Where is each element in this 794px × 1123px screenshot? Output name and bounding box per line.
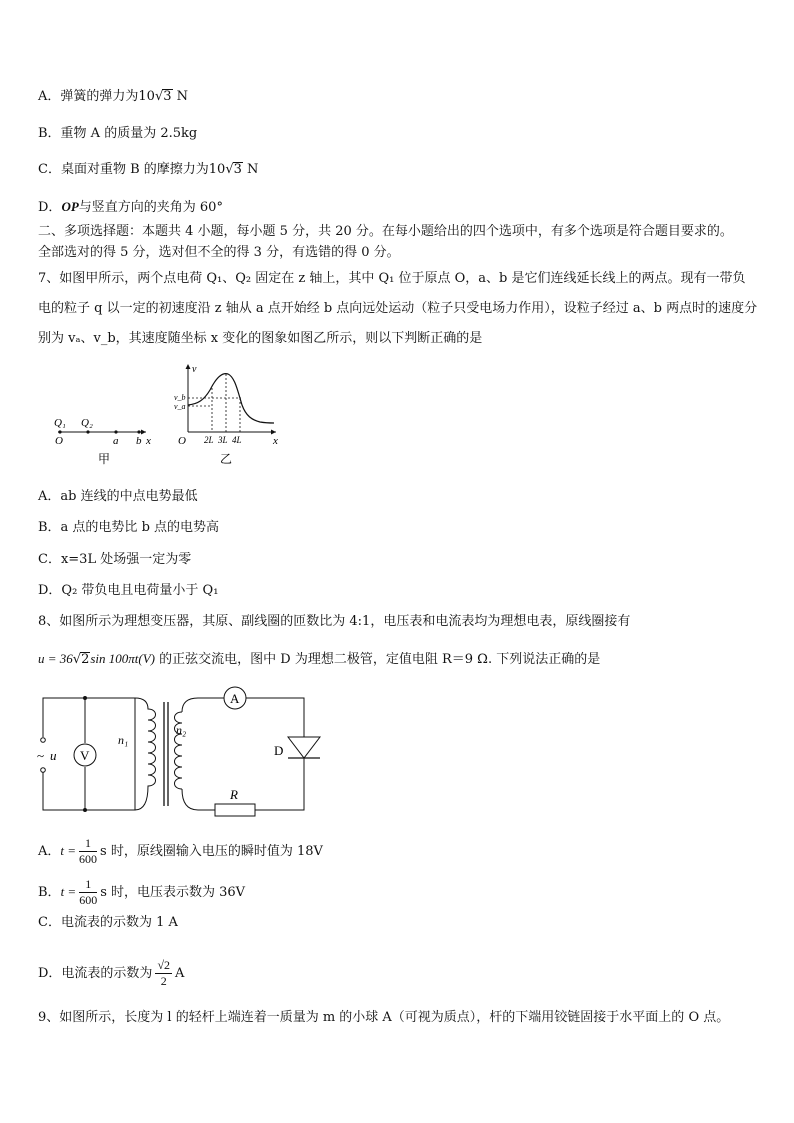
q8-option-d-denominator: 2 — [160, 974, 167, 988]
q6-option-d-text: D． — [38, 200, 62, 215]
q8-option-a-t: t = — [60, 843, 77, 858]
q8-option-b-text: s 时，电压表示数为 36V — [100, 885, 246, 900]
q8-option-a — [38, 836, 323, 867]
q7-figure-yi — [174, 364, 278, 466]
q8-option-a-numerator: 1 — [79, 836, 97, 852]
q6-option-a-coef: 10 — [138, 89, 155, 104]
q7-yi-v-label: v — [192, 364, 197, 375]
diode-symbol — [288, 737, 320, 758]
q8-option-b — [38, 877, 245, 908]
q7-yi-va-label: v_a — [174, 402, 186, 411]
q7-jia-q1-label: Q₁ — [54, 417, 66, 429]
q7-option-b: B．a 点的电势比 b 点的电势高 — [38, 520, 220, 535]
q8-option-c: C．电流表的示数为 1 A — [38, 915, 178, 930]
q6-option-d-rest: 与竖直方向的夹角为 60° — [78, 200, 223, 215]
q6-option-a: A．弹簧的弹力为10√3 N — [38, 89, 189, 104]
q8-option-d-numerator: √2 — [157, 958, 171, 972]
q7-jia-a-label: a — [113, 435, 119, 447]
q8-option-b-fraction — [79, 877, 97, 908]
q8-option-a-denominator: 600 — [79, 852, 98, 866]
q6-option-c-text: C．桌面对重物 B 的摩擦力为 — [38, 162, 209, 177]
q6-option-d — [38, 198, 223, 217]
voltmeter-label: V — [80, 748, 90, 763]
q7-yi-caption: 乙 — [220, 452, 233, 466]
q7-yi-tick-4l: 4L — [232, 435, 242, 445]
q8-stem-line2: u = 36√2sin 100πt(V) 的正弦交流电，图中 D 为理想二极管，定值电阻 R＝9 Ω. 下列说法正确的是 — [38, 651, 601, 667]
q8-stem-rest: 的正弦交流电，图中 D 为理想二极管，定值电阻 R＝9 Ω. 下列说法正确的是 — [155, 652, 601, 667]
q7-jia-x-label: x — [146, 435, 151, 447]
q6-option-a-radicand: 3 — [163, 89, 172, 104]
q6-option-d-op: OP — [61, 199, 79, 214]
section2-line2: 全部选对的得 5 分，选对但不全的得 3 分，有选错的得 0 分。 — [38, 245, 400, 260]
q7-stem: 7、如图甲所示，两个点电荷 Q₁、Q₂ 固定在 z 轴上，其中 Q₁ 位于原点 O，a、b 是它们连线延长线上的两点。现有一带负电的粒子 q 以一定的初速度沿 z 轴从 a 点开始经 b 点向远处运动（粒子只受电场力作用），设粒子经过 a、b 两点时的速度分别为 vₐ、v_b，其速度随坐标 x 变化的图象如图乙所示，则以下判断正确的是 — [38, 271, 758, 346]
secondary-coil-n2-label: n₂ — [176, 723, 187, 737]
q8-option-a-fraction — [79, 836, 97, 867]
q6-option-a-unit: N — [176, 89, 189, 104]
q8-option-d-unit: A — [175, 966, 185, 981]
q7-yi-origin-label: O — [178, 435, 186, 447]
q8-option-b-numerator: 1 — [79, 877, 97, 893]
q6-option-c-radicand: 3 — [233, 162, 242, 177]
q7-jia-b-label: b — [136, 435, 142, 447]
q7-option-a: A．ab 连线的中点电势最低 — [38, 489, 198, 504]
q7-yi-tick-2l: 2L — [204, 435, 214, 445]
q8-u-label: u — [50, 748, 57, 763]
diode-d-label: D — [274, 743, 284, 758]
q8-option-a-letter: A． — [38, 844, 61, 859]
q8-option-d — [38, 958, 184, 989]
q6-option-c: C．桌面对重物 B 的摩擦力为10√3 N — [38, 162, 259, 177]
q6-option-c-coef: 10 — [208, 162, 226, 177]
q7-jia-caption: 甲 — [98, 452, 111, 466]
primary-coil-n1-label: n₁ — [118, 733, 129, 747]
q7-yi-vb-label: v_b — [174, 393, 186, 402]
q8-option-d-fraction — [155, 958, 172, 989]
q8-circuit-diagram — [30, 684, 330, 819]
q8-ac-source-icon: ~ — [37, 748, 45, 763]
q8-equation-right: sin 100πt(V) — [90, 651, 156, 666]
q8-option-b-denominator: 600 — [79, 893, 98, 907]
resistor-r-label: R — [230, 787, 238, 802]
q8-stem-line1: 8、如图所示为理想变压器，其原、副线圈的匝数比为 4:1，电压表和电流表均为理想电表，原线圈接有 — [38, 614, 631, 629]
resistor-symbol — [215, 804, 255, 816]
q7-jia-origin-label: O — [55, 435, 63, 447]
ammeter-label: A — [230, 691, 240, 706]
q7-option-d: D．Q₂ 带负电且电荷量小于 Q₁ — [38, 583, 219, 598]
q8-equation-left: u = 36 — [38, 651, 73, 666]
q7-jia-q2-label: Q₂ — [81, 417, 93, 429]
q7-yi-tick-3l: 3L — [218, 435, 228, 445]
q9-stem: 9、如图所示，长度为 l 的轻杆上端连着一质量为 m 的小球 A（可视为质点），杆的下端用铰链固接于水平面上的 O 点。 — [38, 1010, 730, 1025]
q6-option-b: B．重物 A 的质量为 2.5kg — [38, 126, 198, 141]
q6-option-c-unit: N — [247, 162, 259, 177]
q8-option-b-t: t = — [60, 884, 77, 899]
q7-figure — [38, 360, 298, 475]
q8-option-a-text: s 时，原线圈输入电压的瞬时值为 18V — [100, 844, 323, 859]
q7-yi-x-label: x — [273, 435, 278, 447]
q7-figure-jia — [54, 417, 151, 466]
q8-option-d-text: D．电流表的示数为 — [38, 966, 153, 981]
section2-line1: 二、多项选择题：本题共 4 小题，每小题 5 分，共 20 分。在每小题给出的四个选项中，有多个选项是符合题目要求的。 — [38, 224, 733, 239]
q6-option-a-text: A．弹簧的弹力为 — [38, 89, 139, 104]
q7-option-c: C．x=3L 处场强一定为零 — [38, 552, 192, 567]
q8-option-b-letter: B． — [38, 885, 61, 900]
q8-equation-radicand: 2 — [81, 652, 90, 667]
